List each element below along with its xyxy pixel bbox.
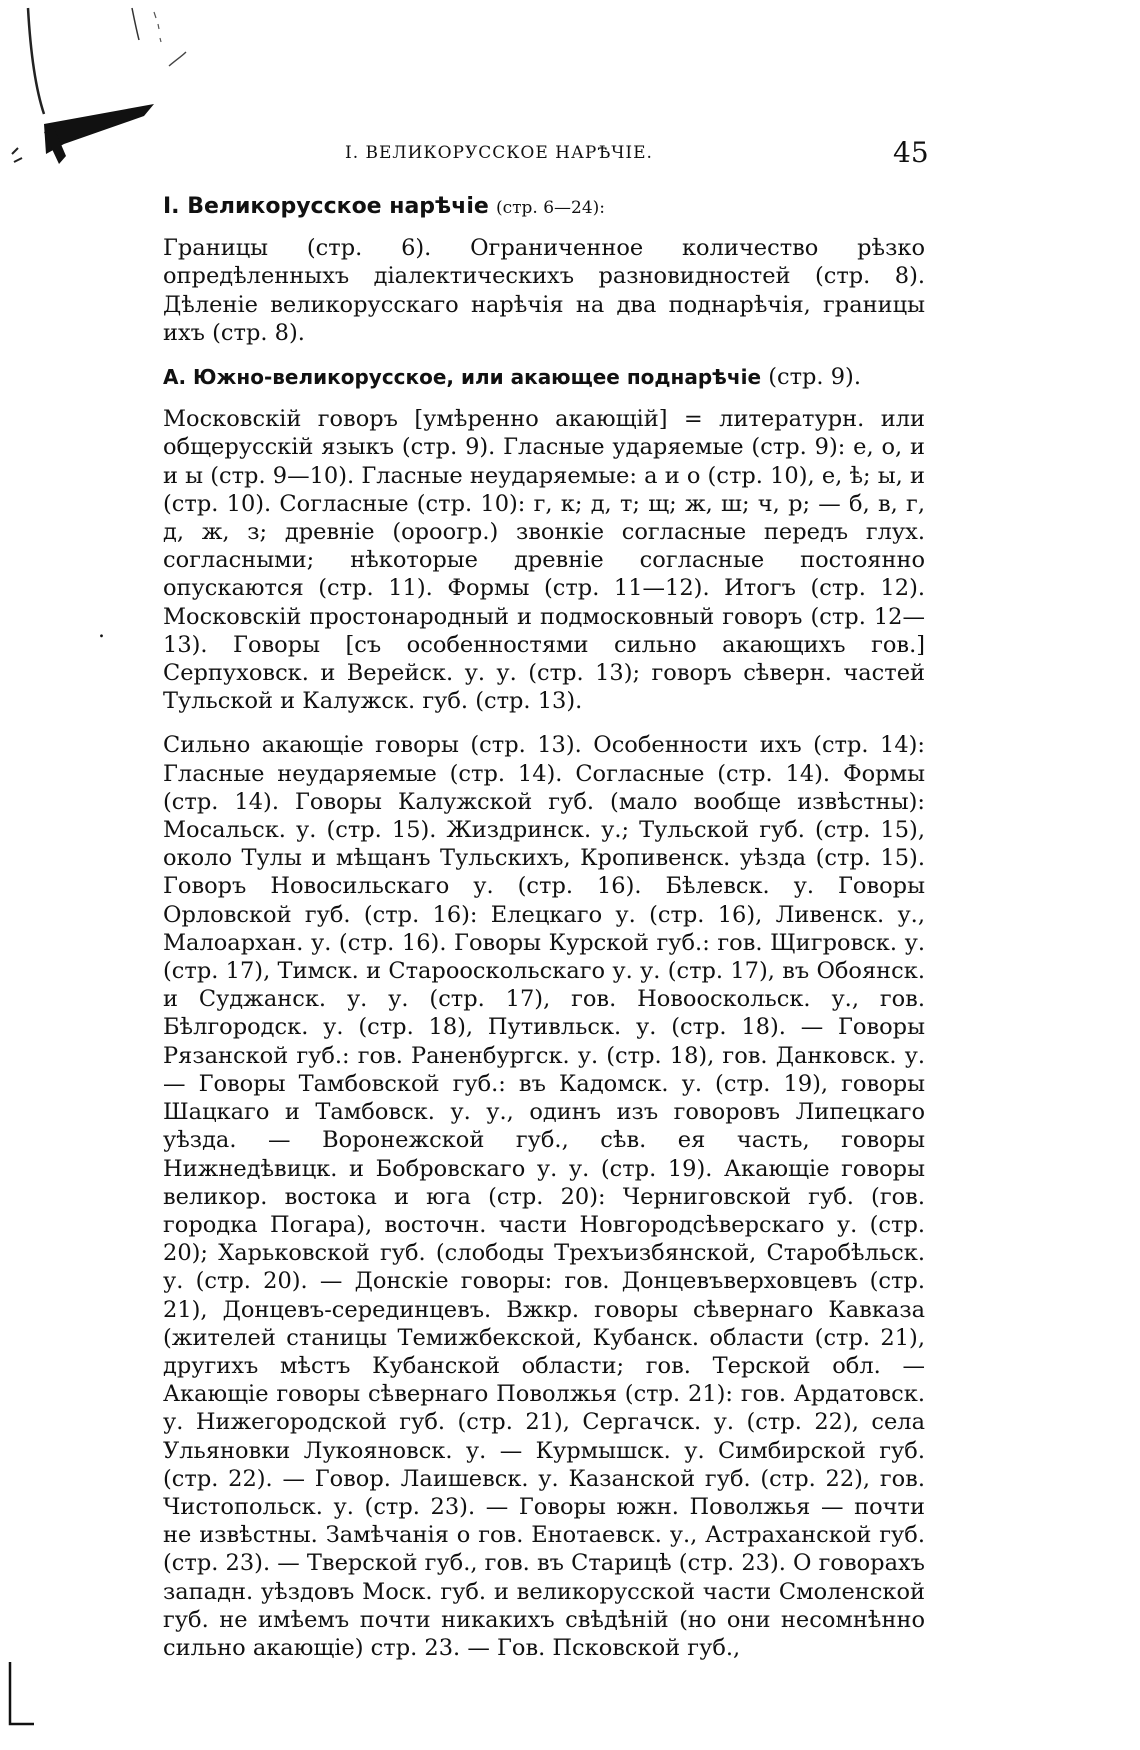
subsection-page-ref: (стр. 9). xyxy=(768,364,861,391)
section-heading xyxy=(163,192,925,222)
section-page-ref: (стр. 6—24): xyxy=(495,198,606,218)
subsection-title: А. Южно-великорусское, или акающее поднарѣчіе xyxy=(163,365,762,390)
running-head: I. ВЕЛИКОРУССКОЕ НАРѢЧІЕ. xyxy=(345,143,653,163)
paragraph-borders: Границы (стр. 6). Ограниченное количество рѣзко опредѣленныхъ діалектическихъ разновидностей (стр. 8). Дѣленіе великорусскаго нарѣчія на два поднарѣчія, границы ихъ (стр. 8). xyxy=(163,235,925,346)
scan-ink-mark-icon xyxy=(4,4,214,174)
subsection-heading xyxy=(163,363,925,391)
section-title: I. Великорусское нарѣчіе xyxy=(163,194,489,219)
paragraph-moscow-dialect: Московскій говоръ [умѣренно акающій] = литературн. или общерусскій языкъ (стр. 9). Гласные ударяемые (стр. 9): е, о, и и ы (стр. 9—10). Гласные неударяемые: а и о (стр. 10), е, ѣ; ы, и (стр. 10). Согласные (стр. 10): г, к; д, т; щ; ж, ш; ч, р; — б, в, г, д, ж, з; древніе (ороогр.) звонкіе согласные передъ глух. согласными; нѣкоторые древніе согласные постоянно опускаются (стр. 11). Формы (стр. 11—12). Итогъ (стр. 12). Московскій простонародный и подмосковный говоръ (стр. 12—13). Говоры [съ особенностями сильно акающихъ гов.] Серпуховск. и Верейск. у. у. (стр. 13); говоръ сѣверн. частей Тульской и Калужск. губ. (стр. 13). xyxy=(163,406,925,715)
page-number: 45 xyxy=(893,136,929,169)
margin-dot: . xyxy=(98,618,105,643)
page-body xyxy=(163,192,925,1678)
corner-bracket-icon xyxy=(6,1660,36,1730)
paragraph-strong-akanye: Сильно акающіе говоры (стр. 13). Особенности ихъ (стр. 14): Гласные неударяемые (стр. 14). Согласные (стр. 14). Формы (стр. 14). Говоры Калужской губ. (мало вообще извѣстны): Мосальск. у. (стр. 15). Жиздринск. у.; Тульской губ. (стр. 15), около Тулы и мѣщанъ Тульскихъ, Кропивенск. уѣзда (стр. 15). Говоръ Новосильскаго у. (стр. 16). Бѣлевск. у. Говоры Орловской губ. (стр. 16): Елецкаго у. (стр. 16), Ливенск. у., Малоархан. у. (стр. 16). Говоры Курской губ.: гов. Щигровск. у. (стр. 17), Тимск. и Старооскольскаго у. у. (стр. 17), въ Обоянск. и Суджанск. у. у. (стр. 17), гов. Новооскольск. у., гов. Бѣлгородск. у. (стр. 18), Путивльск. у. (стр. 18). — Говоры Рязанской губ.: гов. Раненбургск. у. (стр. 18), гов. Данковск. у. — Говоры Тамбовской губ.: въ Кадомск. у. (стр. 19), говоры Шацкаго и Тамбовск. у. у., одинъ изъ говоровъ Липецкаго уѣзда. — Воронежской губ., сѣв. ея часть, говоры Нижнедѣвицк. и Бобровскаго у. у. (стр. 19). Акающіе говоры великор. востока и юга (стр. 20): Черниговской губ. (гов. городка Погара), восточн. части Новгородсѣверскаго у. (стр. 20); Харьковской губ. (слободы Трехъизбянской, Старобѣльск. у. (стр. 20). — Донскіе говоры: гов. Донцевъверховцевъ (стр. 21), Донцевъ-серединцевъ. Вжкр. говоры сѣвернаго Кавказа (жителей станицы Темижбекской, Кубанск. области (стр. 21), другихъ мѣстъ Кубанской области; гов. Терской обл. — Акающіе говоры сѣвернаго Поволжья (стр. 21): гов. Ардатовск. у. Нижегородской губ. (стр. 21), Сергачск. у. (стр. 22), села Ульяновки Лукояновск. у. — Курмышск. у. Симбирской губ. (стр. 22). — Говор. Лаишевск. у. Казанской губ. (стр. 22), гов. Чистопольск. у. (стр. 23). — Говоры южн. Поволжья — почти не извѣстны. Замѣчанія о гов. Енотаевск. у., Астраханской губ. (стр. 23). — Тверской губ., гов. въ Старицѣ (стр. 23). О говорахъ западн. уѣздовъ Моск. губ. и великорусской части Смоленской губ. не имѣемъ почти никакихъ свѣдѣній (но они несомнѣнно сильно акающіе) стр. 23. — Гов. Псковской губ., xyxy=(163,732,926,1661)
